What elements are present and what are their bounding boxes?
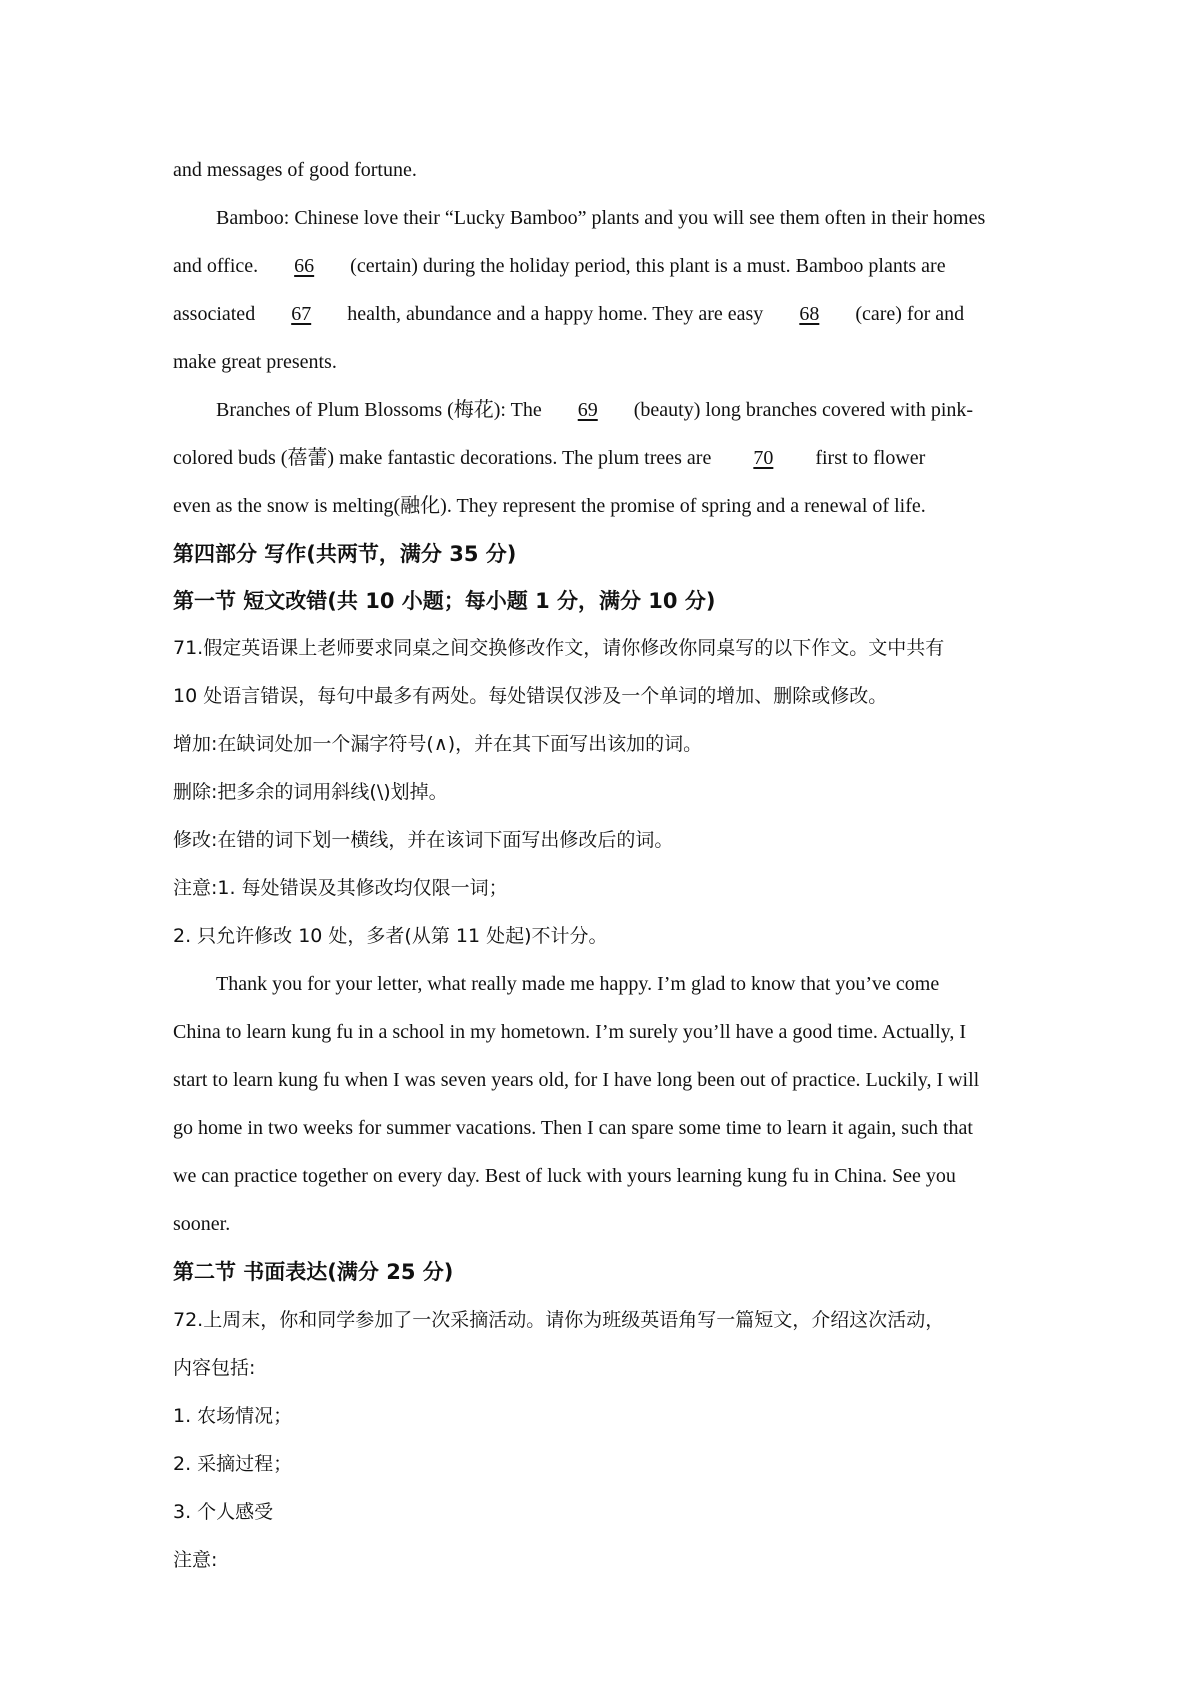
text-run: (care) for and [850,303,965,325]
section-title: 第一节 短文改错(共 10 小题；每小题 1 分，满分 10 分) [173,589,716,613]
essay-line: Thank you for your letter, what really made me happy. I’m glad to know that you’ve come [216,973,940,995]
question-72-text: 内容包括: [173,1357,256,1379]
passage-line: and messages of good fortune. [173,159,417,181]
text-run: Branches of Plum Blossoms (梅花): The [216,399,547,421]
blank-69[interactable]: 69 [577,399,598,421]
question-71-text: 71.假定英语课上老师要求同桌之间交换修改作文，请你修改你同桌写的以下作文。文中共有 [173,637,945,659]
passage-line [173,302,964,326]
essay-line: go home in two weeks for summer vacations. Then I can spare some time to learn it again, such that [173,1117,973,1139]
essay-line: we can practice together on every day. Best of luck with yours learning kung fu in China. See you [173,1165,956,1187]
essay-line: start to learn kung fu when I was seven years old, for I have long been out of practice. Luckily, I will [173,1069,980,1091]
content-item: 2. 采摘过程； [173,1453,293,1475]
blank-66[interactable]: 66 [294,255,315,277]
note-1: 注意:1. 每处错误及其修改均仅限一词； [173,877,508,899]
passage-line [173,446,925,470]
note-label: 注意: [173,1549,218,1571]
section-title: 第二节 书面表达(满分 25 分) [173,1260,454,1284]
question-71-text: 10 处语言错误，每句中最多有两处。每处错误仅涉及一个单词的增加、删除或修改。 [173,685,888,707]
instruction-add: 增加:在缺词处加一个漏字符号(∧)，并在其下面写出该加的词。 [173,733,703,755]
part-title: 第四部分 写作(共两节，满分 35 分) [173,542,517,566]
text-run: health, abundance and a happy home. They are easy [342,303,769,325]
text-run: first to flower [810,447,926,469]
instruction-modify: 修改:在错的词下划一横线，并在该词下面写出修改后的词。 [173,829,674,851]
passage-line [216,398,973,422]
text-run: associated [173,303,261,325]
passage-line [173,254,946,278]
text-run: (beauty) long branches covered with pink- [628,399,974,421]
blank-67[interactable]: 67 [291,303,312,325]
content-item: 3. 个人感受 [173,1501,274,1523]
blank-68[interactable]: 68 [799,303,820,325]
note-2: 2. 只允许修改 10 处，多者(从第 11 处起)不计分。 [173,925,608,947]
essay-line: sooner. [173,1213,231,1235]
passage-line: even as the snow is melting(融化). They represent the promise of spring and a renewal of life. [173,495,926,517]
text-run: colored buds (蓓蕾) make fantastic decorations. The plum trees are [173,447,717,469]
essay-line: China to learn kung fu in a school in my hometown. I’m surely you’ll have a good time. Actually, I [173,1021,966,1043]
instruction-delete: 删除:把多余的词用斜线(\)划掉。 [173,781,448,803]
passage-line: make great presents. [173,351,337,373]
content-item: 1. 农场情况； [173,1405,293,1427]
passage-line: Bamboo: Chinese love their “Lucky Bamboo” plants and you will see them often in their homes [216,207,986,229]
blank-70[interactable]: 70 [753,447,774,469]
text-run: and office. [173,255,264,277]
question-72-text: 72.上周末，你和同学参加了一次采摘活动。请你为班级英语角写一篇短文，介绍这次活动， [173,1309,945,1331]
text-run: (certain) during the holiday period, this plant is a must. Bamboo plants are [345,255,946,277]
